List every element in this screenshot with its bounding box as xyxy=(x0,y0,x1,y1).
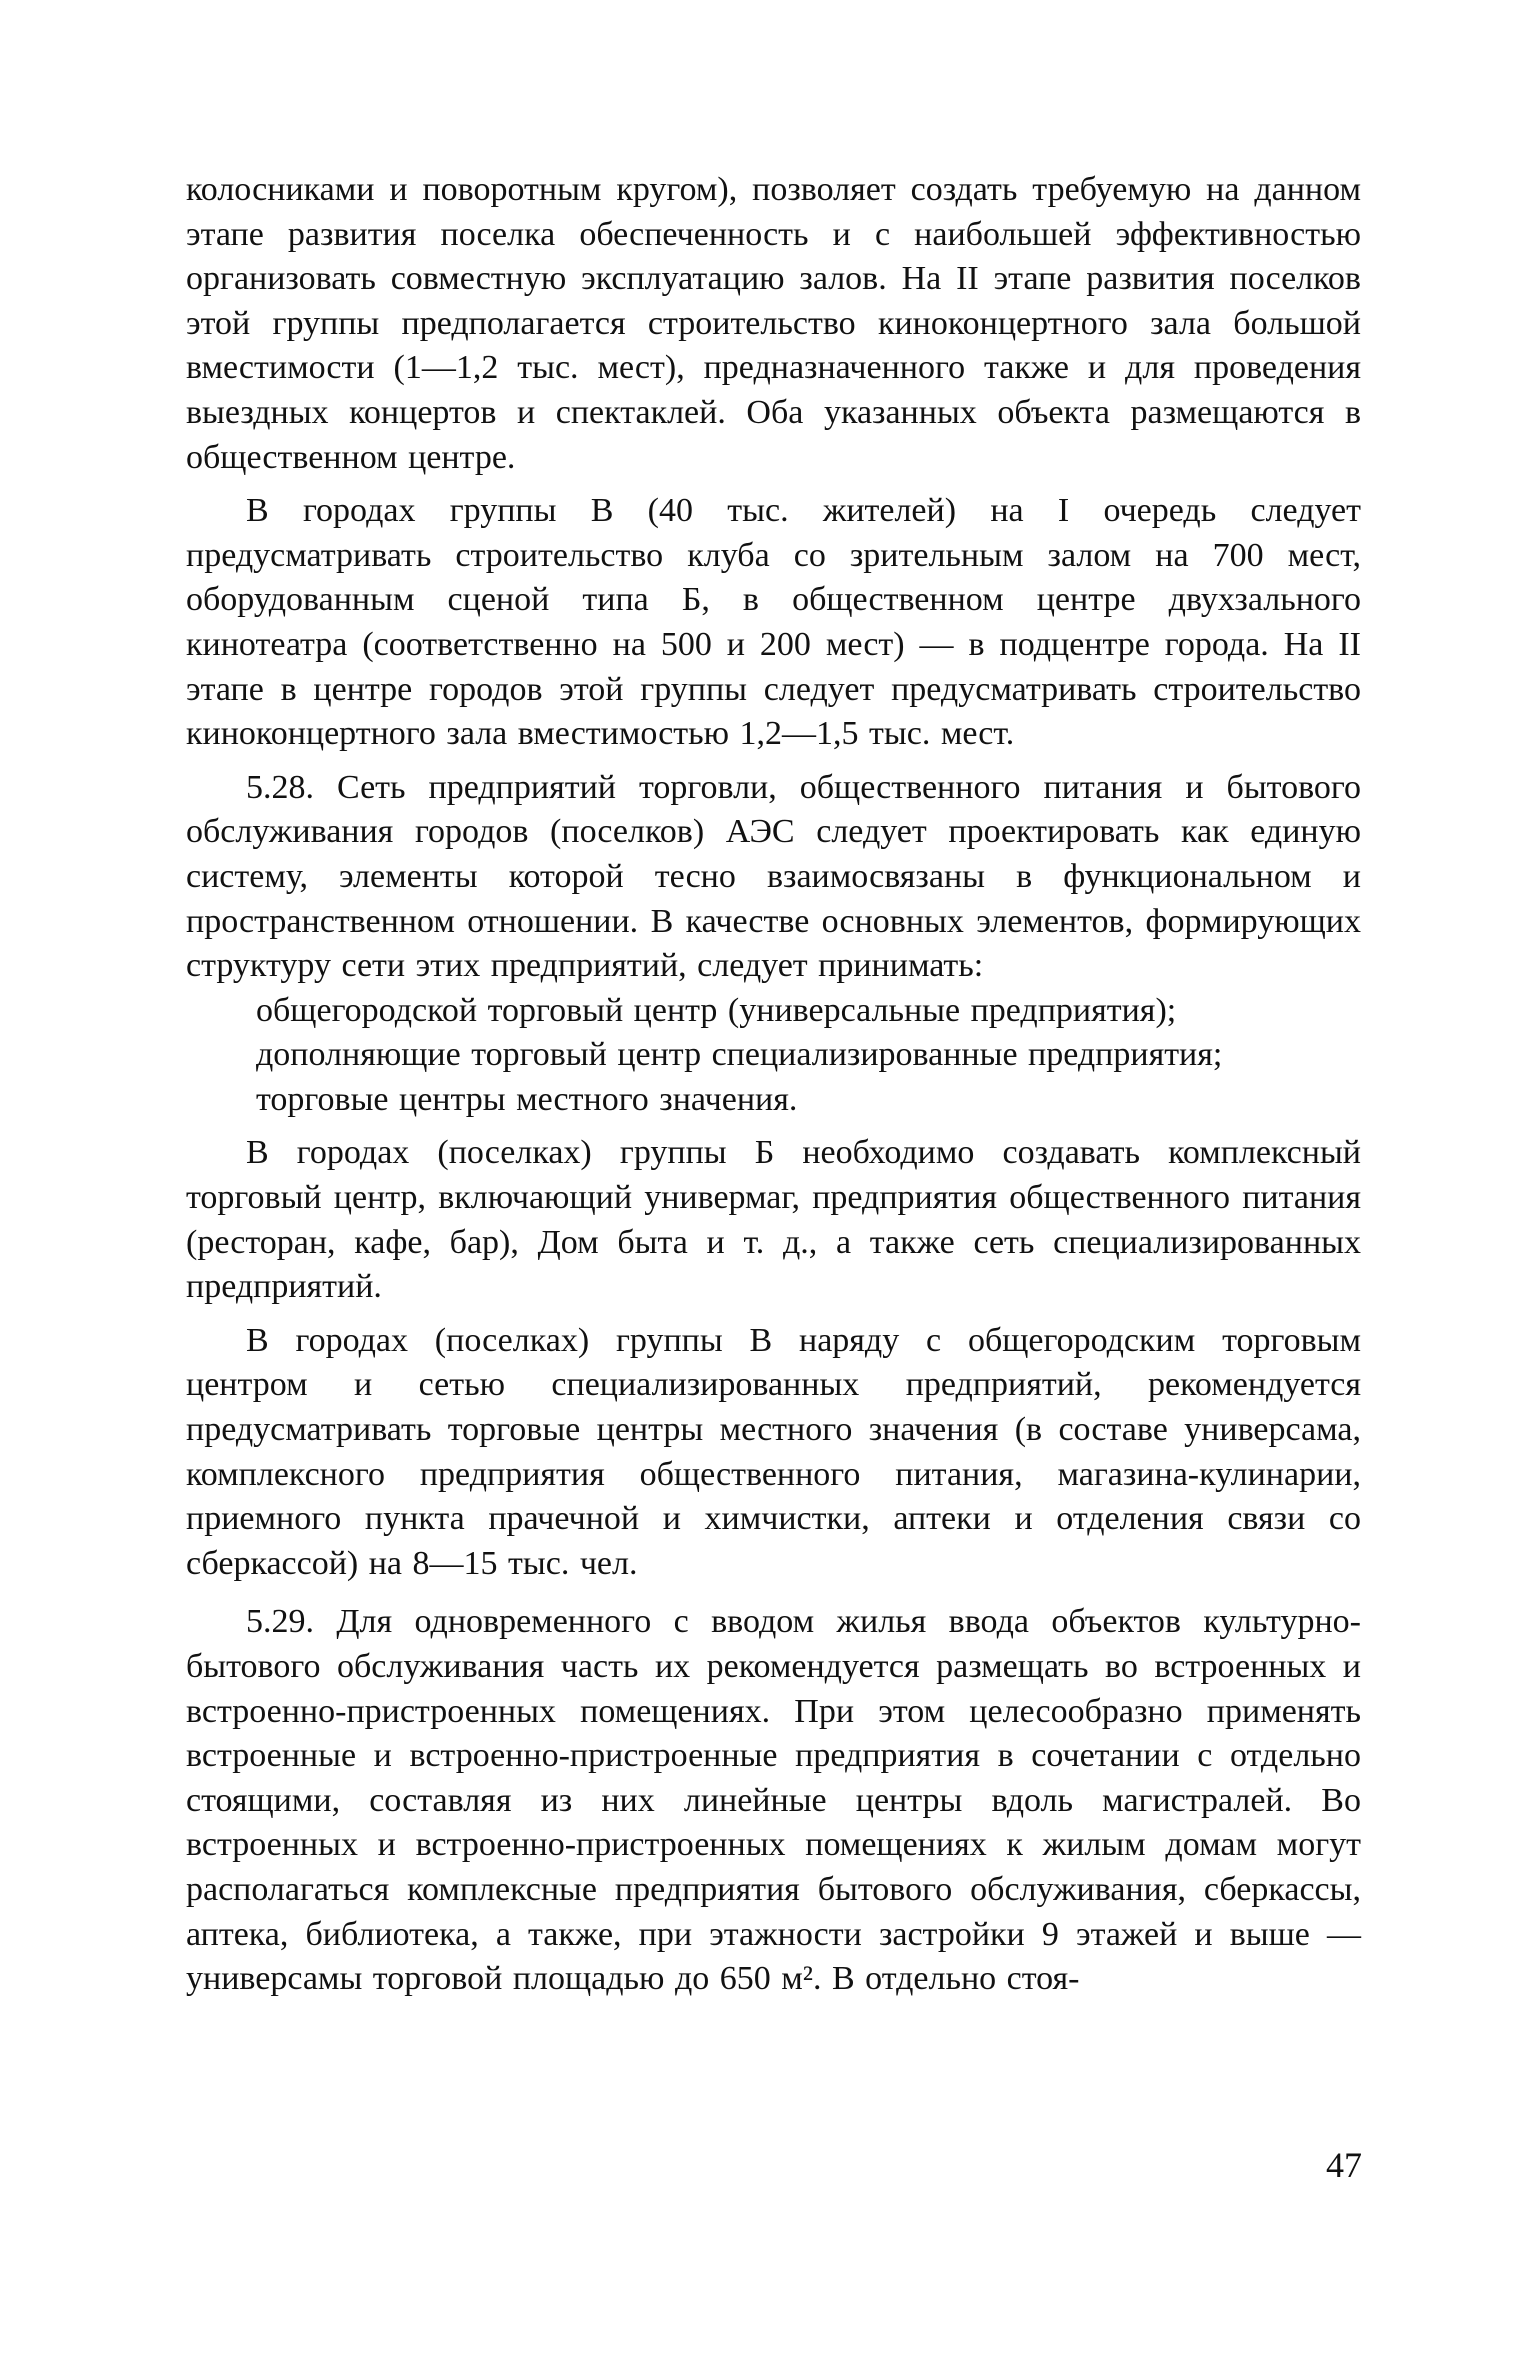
paragraph-group-v-towns: В городах группы В (40 тыс. жителей) на I очередь следует предусматривать строительство клуба со зрительным залом на 700 мест, оборудованным сценой типа Б, в общественном центре двухзального кинотеатра (соответственно на 500 и 200 мест) — в подцентре города. На II этапе в центре городов этой группы следует предусматривать строительство киноконцертного зала вместимостью 1,2—1,5 тыс. мест. xyxy=(186,492,1361,753)
list-item-local-centers: торговые центры местного значения. xyxy=(256,1080,798,1118)
paragraph-section-5-28: 5.28. Сеть предприятий торговли, общественного питания и бытового обслуживания городов (поселков) АЭС следует проектировать как единую систему, элементы которой тесно взаимосвязаны в функциональном и пространственном отношении. В качестве основных элементов, формирующих структуру сети этих предприятий, следует принимать: xyxy=(186,768,1361,985)
page-body xyxy=(186,168,1361,2002)
page-number: 47 xyxy=(1326,2145,1362,2185)
paragraph-clubs-continued: колосниками и поворотным кругом), позволяет создать требуемую на данном этапе развития поселка обеспеченность и с наибольшей эффективностью организовать совместную эксплуатацию залов. На II этапе развития поселков этой группы предполагается строительство киноконцертного зала большой вместимости (1—1,2 тыс. мест), предназначенного также и для проведения выездных концертов и спектаклей. Оба указанных объекта размещаются в общественном центре. xyxy=(186,171,1361,476)
paragraph-group-v-trade: В городах (поселках) группы В наряду с общегородским торговым центром и сетью специализированных предприятий, рекомендуется предусматривать торговые центры местного значения (в составе универсама, комплексного предприятия общественного питания, магазина-кулинарии, приемного пункта прачечной и химчистки, аптеки и отделения связи со сберкассой) на 8—15 тыс. чел. xyxy=(186,1321,1361,1582)
paragraph-group-b-trade: В городах (поселках) группы Б необходимо создавать комплексный торговый центр, включающий универмаг, предприятия общественного питания (ресторан, кафе, бар), Дом быта и т. д., а также сеть специализированных предприятий. xyxy=(186,1134,1361,1306)
list-item-city-center: общегородской торговый центр (универсальные предприятия); xyxy=(256,991,1177,1029)
list-item-specialized: дополняющие торговый центр специализированные предприятия; xyxy=(256,1036,1223,1074)
paragraph-section-5-29: 5.29. Для одновременного с вводом жилья ввода объектов культурно-бытового обслуживания часть их рекомендуется размещать во встроенных и встроенно-пристроенных помещениях. При этом целесообразно применять встроенные и встроенно-пристроенные предприятия в сочетании с отдельно стоящими, составляя из них линейные центры вдоль магистралей. Во встроенных и встроенно-пристроенных помещениях к жилым домам могут располагаться комплексные предприятия бытового обслуживания, сберкассы, аптека, библиотека, а также, при этажности застройки 9 этажей и выше — универсамы торговой площадью до 650 м². В отдельно стоя- xyxy=(186,1603,1361,1998)
